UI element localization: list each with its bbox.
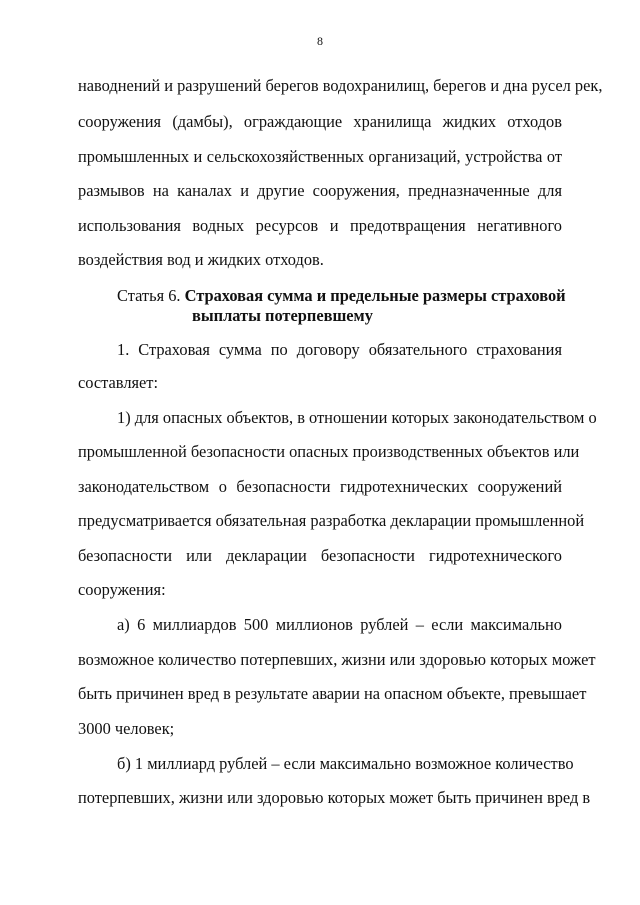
article-title-part-1: Страховая сумма и предельные размеры страховой [184, 286, 566, 305]
text-line: сооружения (дамбы), ограждающие хранилища жидких отходов [78, 112, 562, 131]
text-line: предусматривается обязательная разработка декларации промышленной [78, 511, 585, 530]
text-line: потерпевших, жизни или здоровью которых может быть причинен вред в [78, 788, 591, 807]
article-heading-line-1 [117, 286, 565, 306]
text-line: размывов на каналах и другие сооружения, предназначенные для [78, 181, 562, 200]
text-line: промышленных и сельскохозяйственных организаций, устройства от [78, 147, 562, 166]
text-line: безопасности или декларации безопасности гидротехнического [78, 546, 562, 565]
text-line: воздействия вод и жидких отходов. [78, 250, 324, 269]
text-line: составляет: [78, 373, 159, 392]
text-line: возможное количество потерпевших, жизни или здоровью которых может [78, 650, 596, 669]
text-line: быть причинен вред в результате аварии на опасном объекте, превышает [78, 684, 587, 703]
text-line: наводнений и разрушений берегов водохранилищ, берегов и дна русел рек, [78, 76, 603, 95]
text-line: использования водных ресурсов и предотвращения негативного [78, 216, 562, 235]
text-line: 1. Страховая сумма по договору обязательного страхования [117, 340, 562, 359]
article-label: Статья 6. [117, 286, 181, 305]
page-number: 8 [317, 34, 323, 48]
text-line: б) 1 миллиард рублей – если максимально возможное количество [117, 754, 574, 773]
text-line: а) 6 миллиардов 500 миллионов рублей – если максимально [117, 615, 562, 634]
text-line: законодательством о безопасности гидротехнических сооружений [78, 477, 562, 496]
text-line: 1) для опасных объектов, в отношении которых законодательством о [117, 408, 597, 427]
text-line: промышленной безопасности опасных производственных объектов или [78, 442, 580, 461]
article-title-part-2: выплаты потерпевшему [192, 306, 373, 325]
text-line: 3000 человек; [78, 719, 175, 738]
text-line: сооружения: [78, 580, 166, 599]
article-heading [117, 286, 565, 326]
